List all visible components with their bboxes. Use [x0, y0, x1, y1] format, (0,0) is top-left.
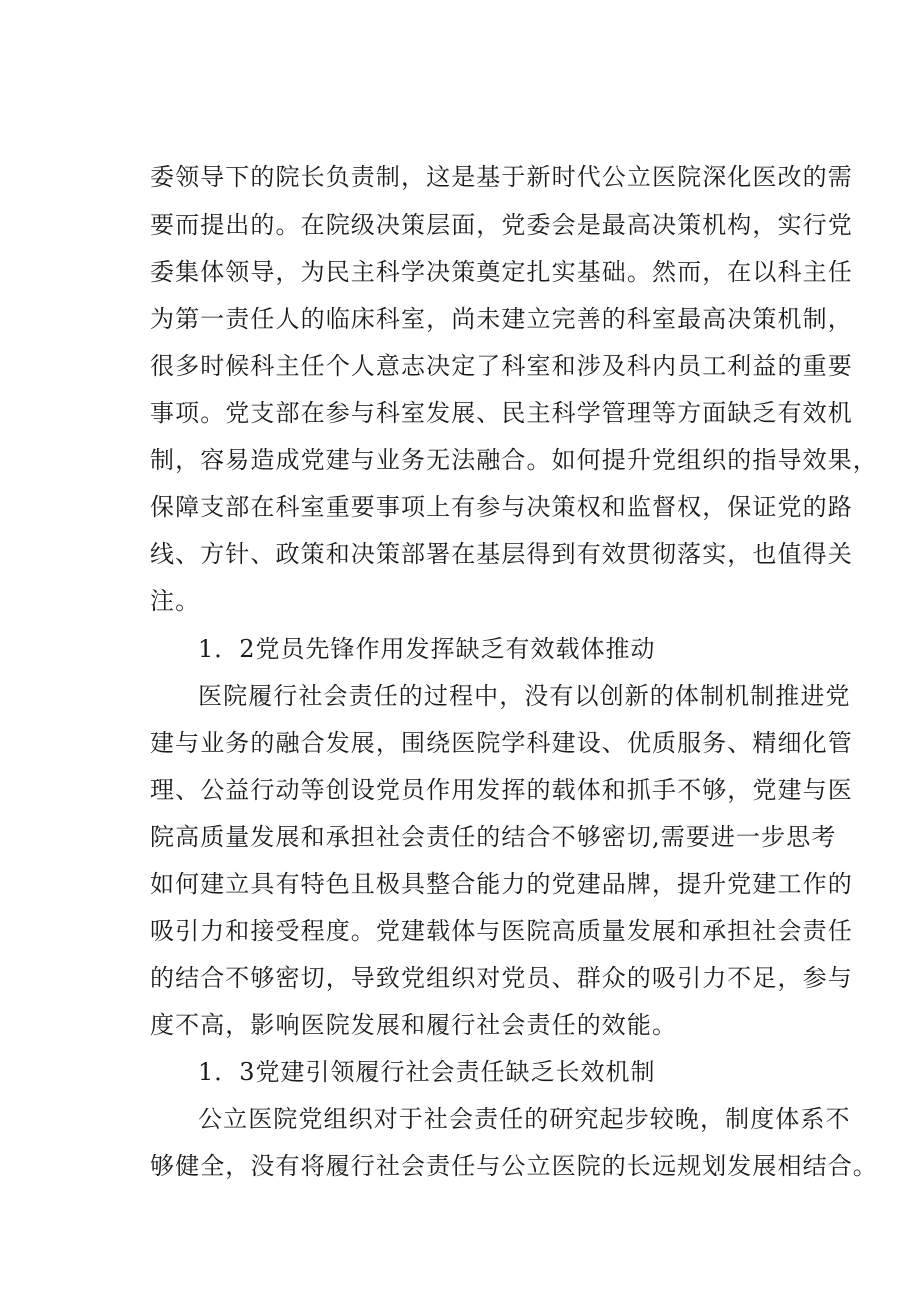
paragraph-line: 委集体领导，为民主科学决策奠定扎实基础。然而，在以科主任 — [150, 258, 853, 286]
paragraph-line: 如何建立具有特色且极具整合能力的党建品牌，提升党建工作的 — [150, 870, 853, 898]
paragraph-line: 事项。党支部在参与科室发展、民主科学管理等方面缺乏有效机 — [150, 399, 853, 427]
paragraph-line: 医院履行社会责任的过程中，没有以创新的体制机制推进党 — [198, 682, 851, 710]
paragraph-line: 为第一责任人的临床科室，尚未建立完善的科室最高决策机制， — [150, 305, 853, 333]
paragraph-line: 很多时候科主任个人意志决定了科室和涉及科内员工利益的重要 — [150, 352, 853, 380]
paragraph-line: 度不高，影响医院发展和履行社会责任的效能。 — [150, 1011, 678, 1039]
paragraph-line: 线、方针、政策和决策部署在基层得到有效贯彻落实，也值得关 — [150, 540, 853, 568]
paragraph-line: 制，容易造成党建与业务无法融合。如何提升党组织的指导效果， — [150, 446, 878, 474]
paragraph-line: 的结合不够密切，导致党组织对党员、群众的吸引力不足，参与 — [150, 964, 853, 992]
paragraph-line: 吸引力和接受程度。党建载体与医院高质量发展和承担社会责任 — [150, 917, 853, 945]
paragraph-line: 建与业务的融合发展，围绕医院学科建设、优质服务、精细化管 — [150, 729, 853, 757]
paragraph-line: 注。 — [150, 587, 201, 615]
section-heading-1-2: 1．2党员先锋作用发挥缺乏有效载体推动 — [198, 635, 656, 663]
paragraph-line: 委领导下的院长负责制，这是基于新时代公立医院深化医改的需 — [150, 163, 853, 191]
paragraph-line: 理、公益行动等创设党员作用发挥的载体和抓手不够，党建与医 — [150, 776, 853, 804]
paragraph-line: 保障支部在科室重要事项上有参与决策权和监督权，保证党的路 — [150, 493, 853, 521]
paragraph-line: 要而提出的。在院级决策层面，党委会是最高决策机构，实行党 — [150, 211, 853, 239]
paragraph-line: 院高质量发展和承担社会责任的结合不够密切,需要进一步思考 — [150, 823, 837, 851]
section-heading-1-3: 1．3党建引领履行社会责任缺乏长效机制 — [198, 1058, 656, 1086]
paragraph-line: 公立医院党组织对于社会责任的研究起步较晚，制度体系不 — [198, 1105, 851, 1133]
paragraph-line: 够健全，没有将履行社会责任与公立医院的长远规划发展相结合。 — [150, 1152, 878, 1180]
